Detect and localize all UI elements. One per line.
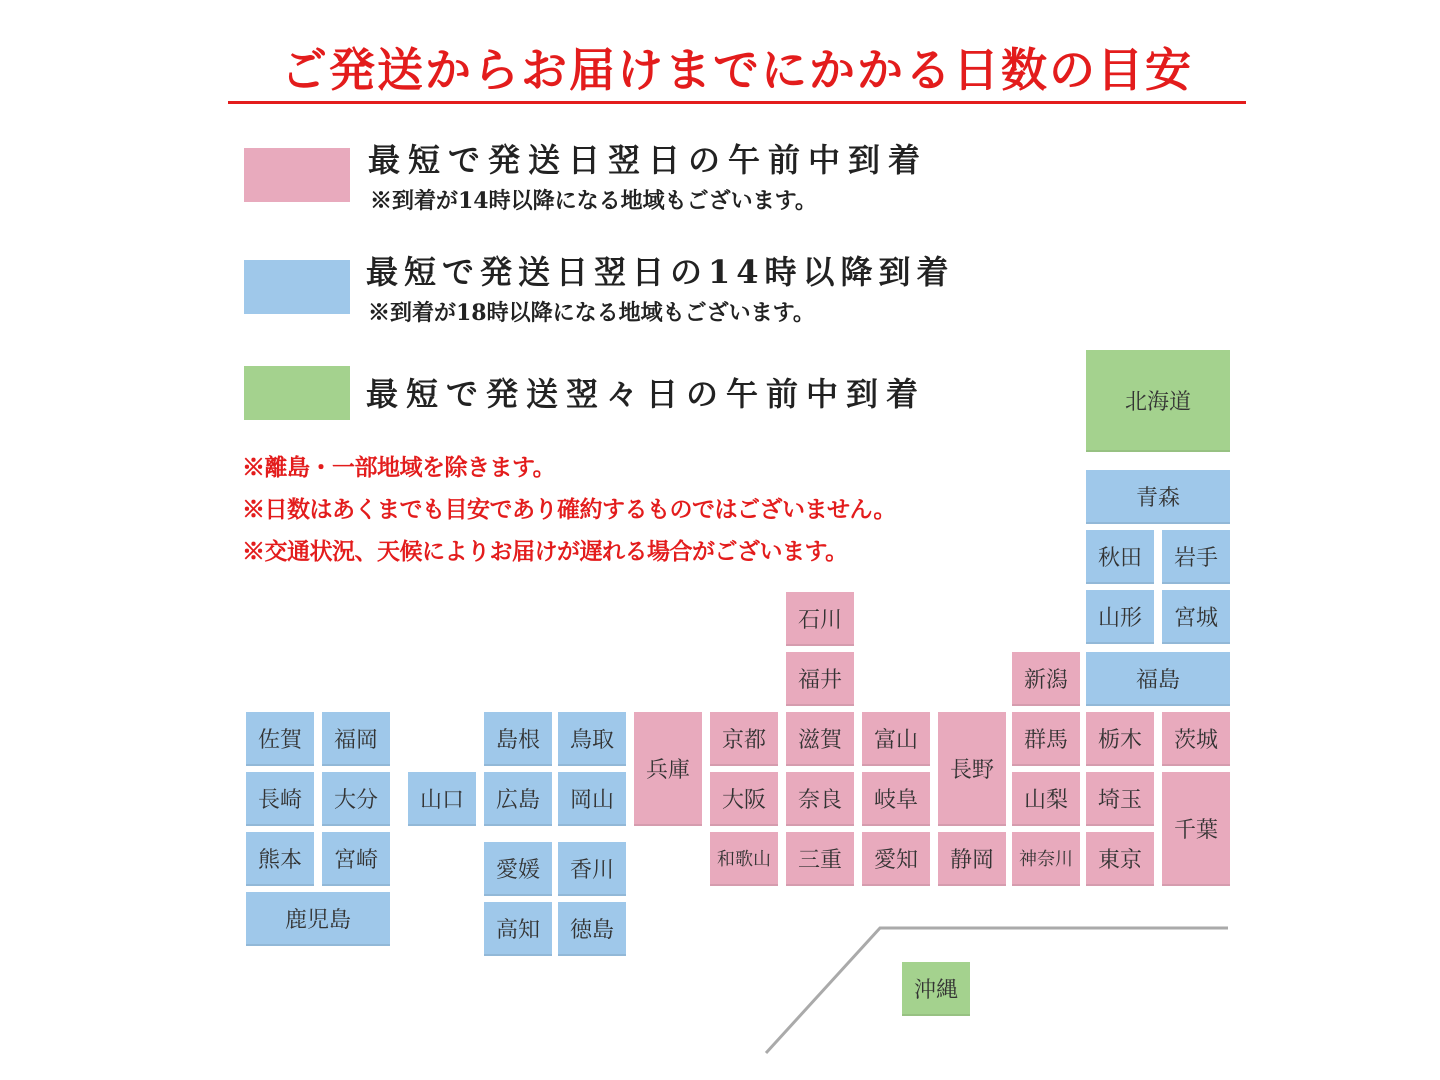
pref-tokyo: 東京 <box>1086 832 1154 886</box>
pref-fukushima: 福島 <box>1086 652 1230 706</box>
pref-ibaraki: 茨城 <box>1162 712 1230 766</box>
pref-ehime: 愛媛 <box>484 842 552 896</box>
pref-yamanashi: 山梨 <box>1012 772 1080 826</box>
pref-mie: 三重 <box>786 832 854 886</box>
pref-kochi: 高知 <box>484 902 552 956</box>
pref-hiroshima: 広島 <box>484 772 552 826</box>
pref-aomori: 青森 <box>1086 470 1230 524</box>
pref-chiba: 千葉 <box>1162 772 1230 886</box>
pref-oita: 大分 <box>322 772 390 826</box>
pref-yamaguchi: 山口 <box>408 772 476 826</box>
legend-note-blue: ※到着が18時以降になる地域もございます。 <box>368 300 815 326</box>
pref-shiga: 滋賀 <box>786 712 854 766</box>
pref-saga: 佐賀 <box>246 712 314 766</box>
pref-osaka: 大阪 <box>710 772 778 826</box>
note-remote-islands: ※離島・一部地域を除きます。 <box>242 454 556 481</box>
pref-toyama: 富山 <box>862 712 930 766</box>
pref-kanagawa: 神奈川 <box>1012 832 1080 886</box>
pref-ishikawa: 石川 <box>786 592 854 646</box>
pref-tokushima: 徳島 <box>558 902 626 956</box>
pref-kyoto: 京都 <box>710 712 778 766</box>
pref-niigata: 新潟 <box>1012 652 1080 706</box>
pref-wakayama: 和歌山 <box>710 832 778 886</box>
okinawa-separator-path <box>766 928 1228 1053</box>
pref-nara: 奈良 <box>786 772 854 826</box>
pref-akita: 秋田 <box>1086 530 1154 584</box>
pref-iwate: 岩手 <box>1162 530 1230 584</box>
page-title: ご発送からお届けまでにかかる日数の目安 <box>281 43 1193 97</box>
legend-label-pink: 最短で発送日翌日の午前中到着 <box>368 141 929 179</box>
note-delays: ※交通状況、天候によりお届けが遅れる場合がございます。 <box>242 538 848 565</box>
pref-nagasaki: 長崎 <box>246 772 314 826</box>
pref-hokkaido: 北海道 <box>1086 350 1230 452</box>
pref-nagano: 長野 <box>938 712 1006 826</box>
pref-fukui: 福井 <box>786 652 854 706</box>
pref-kagoshima: 鹿児島 <box>246 892 390 946</box>
pref-miyazaki: 宮崎 <box>322 832 390 886</box>
pref-okayama: 岡山 <box>558 772 626 826</box>
legend-note-pink: ※到着が14時以降になる地域もございます。 <box>370 188 817 214</box>
pref-tochigi: 栃木 <box>1086 712 1154 766</box>
pref-miyagi: 宮城 <box>1162 590 1230 644</box>
pref-yamagata: 山形 <box>1086 590 1154 644</box>
pref-shimane: 島根 <box>484 712 552 766</box>
pref-saitama: 埼玉 <box>1086 772 1154 826</box>
pref-okinawa: 沖縄 <box>902 962 970 1016</box>
pref-kagawa: 香川 <box>558 842 626 896</box>
pref-gunma: 群馬 <box>1012 712 1080 766</box>
pref-kumamoto: 熊本 <box>246 832 314 886</box>
pref-aichi: 愛知 <box>862 832 930 886</box>
pref-fukuoka: 福岡 <box>322 712 390 766</box>
pref-tottori: 鳥取 <box>558 712 626 766</box>
pref-hyogo: 兵庫 <box>634 712 702 826</box>
legend-label-green: 最短で発送翌々日の午前中到着 <box>366 375 927 413</box>
legend-label-blue: 最短で発送日翌日の14時以降到着 <box>366 253 955 291</box>
pref-gifu: 岐阜 <box>862 772 930 826</box>
note-estimate-only: ※日数はあくまでも目安であり確約するものではございません。 <box>242 496 896 523</box>
pref-shizuoka: 静岡 <box>938 832 1006 886</box>
